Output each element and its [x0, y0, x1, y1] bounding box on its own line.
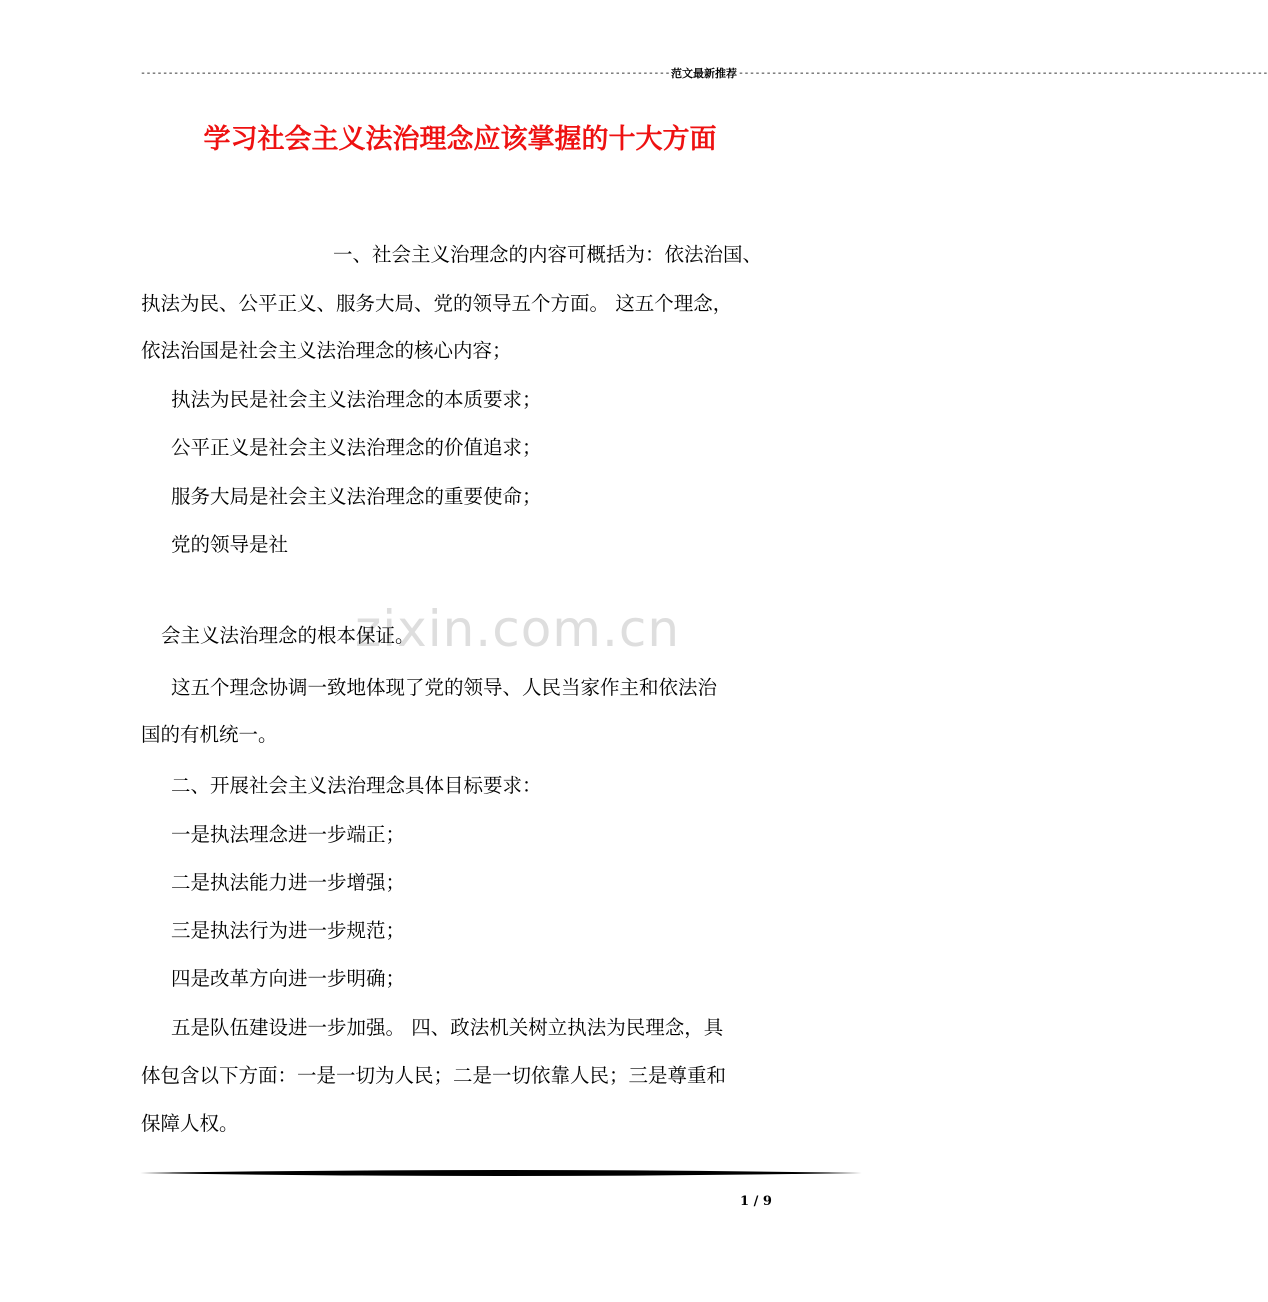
paragraph-13-line-3: 保障人权。 — [141, 1112, 239, 1135]
paragraph-12: 四是改革方向进一步明确； — [171, 967, 406, 990]
paragraph-8: 二、开展社会主义法治理念具体目标要求： — [171, 774, 542, 797]
paragraph-1-line-3: 依法治国是社会主义法治理念的核心内容； — [141, 339, 512, 362]
page-header — [140, 66, 1268, 82]
paragraph-7-line-1: 这五个理念协调一致地体现了党的领导、人民当家作主和依法治 — [171, 676, 718, 699]
paragraph-11: 三是执法行为进一步规范； — [171, 919, 406, 942]
document-title: 学习社会主义法治理念应该掌握的十大方面 — [203, 124, 717, 155]
paragraph-4: 服务大局是社会主义法治理念的重要使命； — [171, 485, 542, 508]
paragraph-6: 会主义法治理念的根本保证。 — [161, 624, 415, 647]
paragraph-2: 执法为民是社会主义法治理念的本质要求； — [171, 388, 542, 411]
paragraph-10: 二是执法能力进一步增强； — [171, 871, 406, 894]
watermark: zixin.com.cn — [355, 600, 681, 658]
footer-rule — [140, 1168, 862, 1178]
paragraph-9: 一是执法理念进一步端正； — [171, 823, 406, 846]
paragraph-5: 党的领导是社 — [171, 533, 289, 556]
paragraph-7-line-2: 国的有机统一。 — [141, 723, 278, 746]
header-dashes-left: ------------------------------------------------------------------------------------------------ — [140, 68, 670, 79]
paragraph-13-line-2: 体包含以下方面：一是一切为人民；二是一切依靠人民；三是尊重和 — [141, 1064, 727, 1087]
page-number: 1 / 9 — [740, 1194, 772, 1209]
header-dashes-right: ------------------------------------------------------------------------------------------------ — [737, 68, 1268, 79]
paragraph-1-line-2: 执法为民、公平正义、服务大局、党的领导五个方面。 这五个理念， — [141, 292, 733, 315]
paragraph-1-line-1: 一、社会主义治理念的内容可概括为：依法治国、 — [333, 243, 763, 266]
paragraph-13-line-1: 五是队伍建设进一步加强。 四、政法机关树立执法为民理念，具 — [171, 1016, 724, 1039]
paragraph-3: 公平正义是社会主义法治理念的价值追求； — [171, 436, 542, 459]
header-label: 范文最新推荐 — [670, 67, 737, 80]
